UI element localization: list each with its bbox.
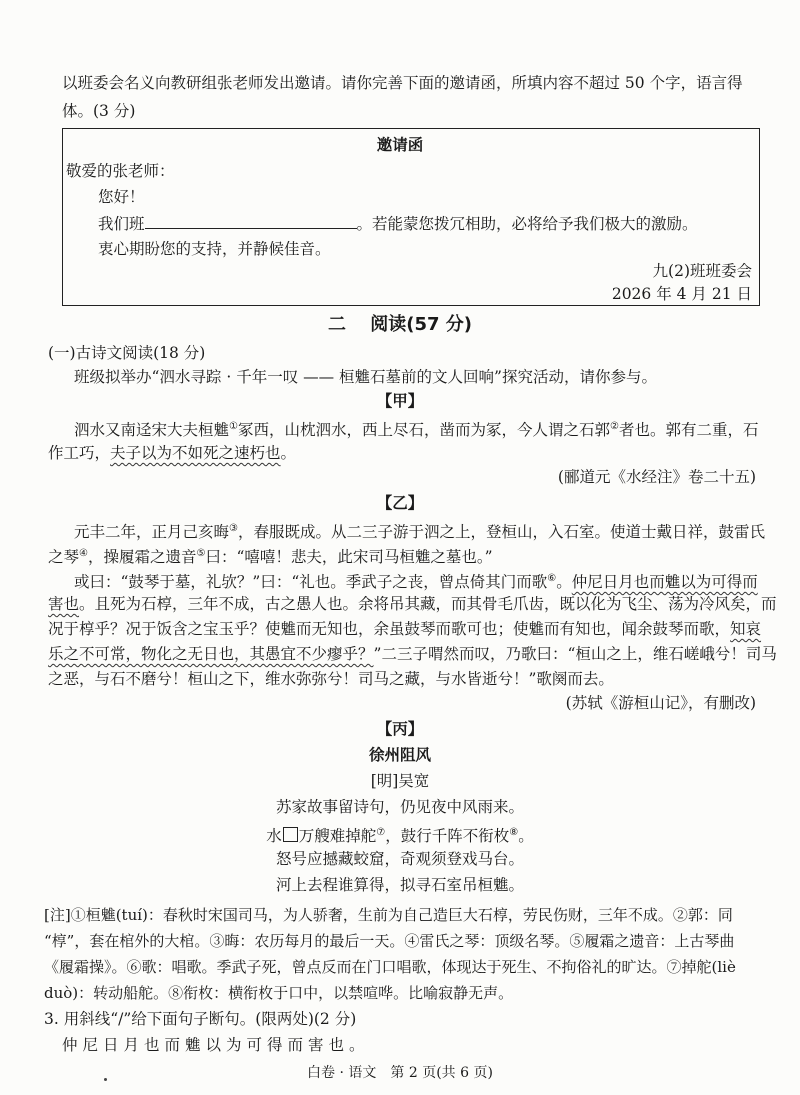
page-footer: 白卷 · 语文 第 2 页(共 6 页) <box>307 1065 493 1081</box>
passage-yi-line-7: 之恶，与石不磨兮！桓山之下，维水弥弥兮！司马之藏，与水皆逝兮！”歌阕而去。 <box>48 670 614 688</box>
invitation-date: 2026 年 4 月 21 日 <box>611 285 752 303</box>
wavy-underlined-sentence: 仲尼日月也而魋以为可得而 <box>571 573 758 592</box>
jia-text: 作工巧， <box>48 444 111 462</box>
wavy-underlined-sentence: 乐之不可常，物化之无日也，其愚宜不少瘳乎？ <box>48 645 374 663</box>
invitation-body <box>98 212 698 235</box>
note-marker: ⑧ <box>509 827 519 838</box>
invitation-greeting: 您好！ <box>98 188 145 206</box>
passage-yi-line-5 <box>48 618 761 640</box>
question-3-sentence[interactable]: 仲尼日月也而魋以为可得而害也。 <box>62 1036 370 1054</box>
poem-verse-3: 怒号应撼藏蛟窟，奇观须登戏马台。 <box>275 850 524 868</box>
yi-text: ”二三子喟然而叹，乃歌曰：“桓山之上，维石嵯峨兮！司马 <box>373 645 777 663</box>
yi-text: 之琴 <box>48 548 80 567</box>
notes-line-1: [注]①桓魋(tuí)：春秋时宋国司马，为人骄奢，生前为自己造巨大石椁，劳民伤财，三年不成。②郭：同 <box>44 906 733 924</box>
poem-verse-1: 苏家故事留诗句，仍见夜中风雨来。 <box>275 798 524 816</box>
question-3: 3. 用斜线“/”给下面句子断句。(限两处)(2 分) <box>44 1010 357 1028</box>
passage-bing-label: 【丙】 <box>376 720 424 738</box>
yi-text: 。且死为石椁，三年不成，古之愚人也。余将吊其藏，而其骨毛爪齿，既以化为飞尘、荡为冷风矣，而 <box>79 595 777 613</box>
activity-task: 班级拟举办“泗水寻踪 · 千年一叹 —— 桓魋石墓前的文人回响”探究活动，请你参与。 <box>74 368 657 386</box>
intro-line-1: 以班委会名义向教研组张老师发出邀请。请你完善下面的邀请函，所填内容不超过 50 个字，语言得 <box>62 74 743 92</box>
note-marker: ⑤ <box>196 548 206 559</box>
jia-text: 冢西，山枕泗水，西上尽石，凿而为冢，今人谓之石郭 <box>237 421 610 440</box>
poem-text: 水 <box>266 827 282 846</box>
yi-text: ，操履霜之遗音 <box>87 548 197 567</box>
passage-jia-line-2 <box>48 442 296 464</box>
wavy-underlined-sentence: 夫子以为不如死之速朽也 <box>110 444 281 462</box>
yi-text: 况于椁乎？况于饭含之宝玉乎？使魋而无知也，余虽鼓琴而歌可也；使魋而有知也，闻余鼓琴而歌， <box>48 620 731 638</box>
yi-text: 。 <box>556 573 572 592</box>
poem-verse-4: 河上去程谁算得，拟寻石室吊桓魋。 <box>275 876 524 894</box>
note-marker: ① <box>229 421 238 432</box>
note-marker: ② <box>610 421 619 432</box>
passage-yi-line-3 <box>74 568 758 593</box>
notes-line-2: “椁”，套在棺外的大棺。③晦：农历每月的最后一天。④雷氏之琴：顶级名琴。⑤履霜之遗音：上古琴曲 <box>44 932 735 950</box>
jia-text: 。 <box>280 444 297 462</box>
poem-verse-2 <box>0 822 800 847</box>
note-marker: ③ <box>229 523 238 534</box>
yi-text: ，春服既成。从二三子游于泗之上，登桓山，入石室。使道士戴日祥，鼓雷氏 <box>237 523 765 542</box>
jia-text: 泗水又南迳宋大夫桓魋 <box>74 421 230 440</box>
invitation-body-prefix: 我们班 <box>98 215 145 233</box>
passage-jia-line-1 <box>74 416 758 441</box>
missing-character-box <box>283 827 298 842</box>
yi-text: 或曰：“鼓琴于墓，礼欤？”曰：“礼也。季武子之丧，曾点倚其门而歌 <box>74 573 548 592</box>
passage-jia-source: (郦道元《水经注》卷二十五) <box>557 468 756 486</box>
passage-yi-line-6 <box>48 643 777 665</box>
passage-yi-label: 【乙】 <box>376 494 424 512</box>
invitation-signature: 九(2)班班委会 <box>652 262 752 280</box>
note-marker: ⑦ <box>376 827 386 838</box>
intro-line-2: 体。(3 分) <box>62 102 136 120</box>
wavy-underlined-sentence: 知哀 <box>730 620 762 638</box>
section-heading: 二 阅读(57 分) <box>327 314 473 335</box>
section-sub-heading: (一)古诗文阅读(18 分) <box>48 344 206 362</box>
invitation-body-suffix: 。若能蒙您拨冗相助，必将给予我们极大的激励。 <box>356 215 698 233</box>
poem-text: ，鼓行千阵不衔枚 <box>385 827 510 846</box>
invitation-salutation: 敬爱的张老师： <box>66 162 175 180</box>
invitation-closing: 衷心期盼您的支持，并静候佳音。 <box>98 240 331 258</box>
passage-yi-line-2 <box>48 543 493 568</box>
poem-author: [明]吴宽 <box>370 772 430 790</box>
scan-speck <box>104 1078 107 1081</box>
invitation-title: 邀请函 <box>376 136 424 154</box>
jia-text: 者也。郭有二重，石 <box>618 421 759 440</box>
notes-line-3: 《履霜操》。⑥歌：唱歌。季武子死，曾点反而在门口唱歌，体现达于死生、不拘俗礼的旷达。⑦掉舵(liè <box>44 958 736 976</box>
yi-text: 元丰二年，正月己亥晦 <box>74 523 230 542</box>
yi-text: 曰：“嘻嘻！悲夫，此宋司马桓魋之墓也。” <box>205 548 493 567</box>
passage-jia-label: 【甲】 <box>376 392 424 410</box>
notes-line-4: duò)：转动船舵。⑧衔枚：横衔枚于口中，以禁喧哗。比喻寂静无声。 <box>44 984 514 1002</box>
passage-yi-source: (苏轼《游桓山记》，有删改) <box>565 694 756 712</box>
poem-title: 徐州阻风 <box>368 746 431 764</box>
passage-yi-line-1 <box>74 518 765 543</box>
note-marker: ⑥ <box>547 573 557 584</box>
poem-text: 。 <box>518 827 534 846</box>
note-marker: ④ <box>79 548 88 559</box>
passage-yi-line-4 <box>48 593 777 615</box>
answer-blank[interactable] <box>145 212 357 229</box>
poem-text: 万艘难掉舵 <box>298 827 377 846</box>
wavy-underlined-sentence: 害也 <box>48 595 80 613</box>
